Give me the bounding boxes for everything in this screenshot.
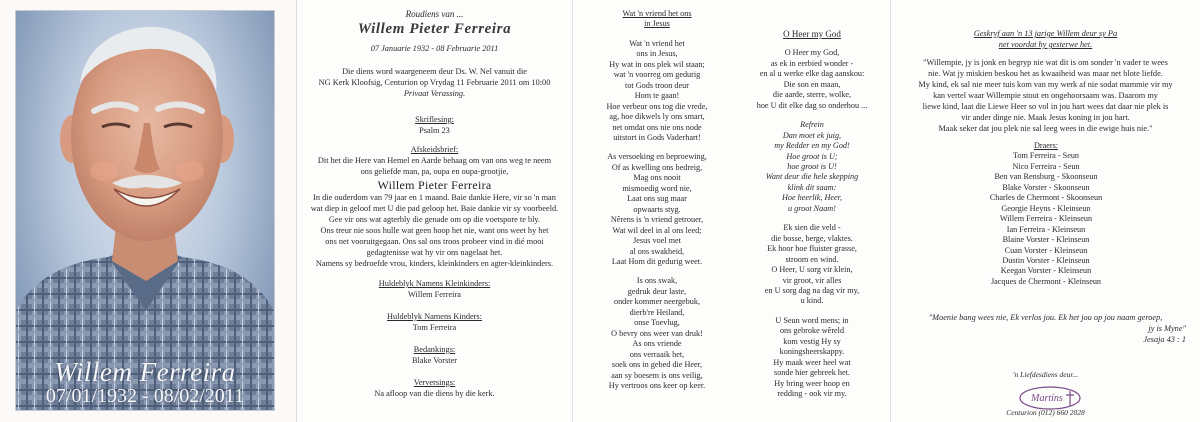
service-line: Die diens word waargeneem deur Ds. W. Nel vanuit die <box>342 67 527 76</box>
poem-refrain-line: Hoe groot is U; <box>786 151 838 161</box>
poem-line: O Heer, U sorg vir klein, <box>771 265 853 275</box>
poem-line: dierb're Heiland, <box>629 307 685 317</box>
poem-line: ons in Jesus, <box>636 49 678 59</box>
refreshments-text: Na afloop van die diens by die kerk. <box>374 389 495 398</box>
deceased-name: Willem Pieter Ferreira <box>357 21 512 37</box>
cover-dates: 07/01/1932 - 08/02/2011 <box>45 385 245 407</box>
poem-line: as ek in eerbied wonder - <box>770 58 854 68</box>
verse-reference: Jesaja 43 : 1 <box>1143 335 1186 344</box>
poem-line: U Seun word mens; in <box>775 315 849 325</box>
poem-line: Wat wil deel in al ons leed; <box>612 225 702 235</box>
cover-panel <box>0 0 296 422</box>
verse-line: jy is Myne" <box>1148 324 1186 333</box>
poem-line: Laat Hom dit gedurig weet. <box>611 256 703 266</box>
letter-line: "Willempie, jy is jonk en begryp nie wat dit is om sonder 'n vader te wees <box>923 58 1168 67</box>
portrait-photo <box>16 11 274 410</box>
hymns-panel <box>572 0 890 422</box>
scripture-text: Psalm 23 <box>419 126 450 135</box>
tribute-children: Tom Ferreira <box>412 323 457 332</box>
life-dates: 07 Januarie 1932 - 08 Februarie 2011 <box>370 44 499 53</box>
letter-line: kan vertel waar Willempie stout en ongehoorsaam was. Daarom my <box>933 91 1158 100</box>
poem-line: onse Toevlug, <box>634 318 680 328</box>
poem-line: redding - ook vir my. <box>777 389 847 399</box>
poem-refrain-line: Refrein <box>800 120 824 130</box>
poem-refrain-line: my Redder en my God! <box>774 141 850 151</box>
poem-line: As versoeking en beproewing, <box>607 152 707 162</box>
poem-line: die bosse, berge, vlaktes. <box>771 233 853 243</box>
intro-line: Roudiens van ... <box>405 9 464 19</box>
poem-line: uitstort in Gods Vaderhart! <box>613 132 701 142</box>
poem-line: As ons vriende <box>632 339 682 349</box>
farewell-name: Willem Pieter Ferreira <box>377 178 492 192</box>
poem-line: hoe U dit elke dag so onderhou ... <box>756 100 868 110</box>
letter-panel <box>890 0 1200 422</box>
poem-line: aan sy boesem is ons veilig, <box>611 370 703 380</box>
farewell-line: Namens sy bedroefde vrou, kinders, kleinkinders en agter-kleinkinders. <box>315 259 554 268</box>
portrait-illustration <box>16 11 274 410</box>
poem-line: ag, hoe dikwels ly ons smart, <box>609 112 705 122</box>
farewell-line: Dit het die Here van Hemel en Aarde behaag om van ons weg te neem <box>317 156 552 165</box>
tribute-children-heading: Huldeblyk Namens Kinders: <box>387 312 482 321</box>
letter-heading: net voordat hy gesterwe het. <box>998 40 1093 49</box>
letter-line: Maak seker dat jou plek nie sal leeg wees in die ewige huis nie." <box>938 124 1153 133</box>
poem-line: Die son en maan, <box>783 79 841 89</box>
farewell-line: Ons treur nie soos hulle wat geen hoop het nie, want ons weet hy het <box>320 226 549 235</box>
bearer-name: Dustin Vorster - Kleinseun <box>1002 255 1090 265</box>
tribute-grandchildren: Willem Ferreira <box>408 290 461 299</box>
service-line: NG Kerk Kloofsig, Centurion op Vrydag 11 Februarie 2011 om 10:00 <box>318 78 551 87</box>
poem-line: Hy wat in ons plek wil staan; <box>609 59 705 69</box>
thanks-heading: Bedankings: <box>413 345 456 354</box>
poem-title: Wat 'n vriend het ons <box>622 9 692 18</box>
contact-line: Centurion (012) 660 2028 <box>1006 408 1085 417</box>
bearer-name: Charles de Chermont - Skoonseun <box>989 193 1103 203</box>
poem-title: in Jesus <box>644 19 670 29</box>
funeral-home-logo <box>1000 385 1100 411</box>
thanks-name: Blake Vorster <box>411 356 458 365</box>
poem-line: Hy bring weer hoop en <box>774 378 850 388</box>
bearers-heading: Draers: <box>1033 141 1059 150</box>
logo-mark <box>1000 385 1100 411</box>
poem-line: Mag ons nooit <box>633 173 681 183</box>
poem-line: Hom te gaan! <box>634 91 680 101</box>
poem-line: Of as kwelling ons bedreig, <box>611 162 703 172</box>
poem-line: ons gebroke wêreld <box>779 326 845 336</box>
poem-o-heer-my-god <box>733 29 890 400</box>
letter-line: liewe kind, laat die Liewe Heer so vol in jou hart wees dat daar nie plek is <box>922 102 1169 111</box>
farewell-line: ons geliefde man, pa, oupa en oupa-grootjie, <box>360 167 509 176</box>
poem-title: O Heer my God <box>783 29 841 39</box>
bearer-name: Keegan Vorster - Kleinseun <box>1000 266 1092 276</box>
poem-line: Hy vertroos ons keer op keer. <box>608 380 706 390</box>
poem-line: en U sorg dag na dag vir my, <box>764 285 860 295</box>
bearer-name: Ben van Rensburg - Skoonseun <box>994 172 1098 182</box>
tribute-grandchildren-heading: Huldeblyk Namens Kleinkinders: <box>378 279 491 288</box>
bearer-name: Tom Ferreira - Seun <box>1012 151 1080 161</box>
farewell-line: In die ouderdom van 79 jaar en 1 maand. Baie dankie Here, vir so 'n man <box>313 193 556 202</box>
poem-line: Wat 'n vriend het <box>629 38 685 48</box>
letter-line: vir ander dinge nie. Maak Jesus koning in jou hart. <box>961 113 1130 122</box>
poem-line: Is ons swak, <box>636 276 678 286</box>
verse-line: "Moenie bang wees nie, Ek verlos jou. Ek het jou op jou naam geroep, <box>928 313 1163 322</box>
farewell-line: Gee vir ons wat agterbly die genade om op die voetspore te bly. <box>328 215 541 224</box>
poem-line: stroom en wind. <box>785 254 839 264</box>
poem-line: onder kommer neergebuk, <box>613 297 701 307</box>
poem-line: en al u werke elke dag aanskou: <box>759 69 865 79</box>
private-cremation: Privaat Verassing. <box>403 89 466 98</box>
poem-line: Laat ons sug maar <box>627 194 687 204</box>
poem-line: mismoedig word nie, <box>622 183 692 193</box>
farewell-line: ons net vooruitgegaan. Ons sal ons troos probeer vind in dié mooi <box>325 237 544 246</box>
poem-line: soek ons in gebed die Heer, <box>611 360 703 370</box>
poem-line: tot Gods troon deur <box>625 80 689 90</box>
poem-line: wat 'n voorreg om gedurig <box>613 70 701 80</box>
farewell-line: gedagtenisse wat hy vir ons nagelaat het. <box>366 248 503 257</box>
bearers-list <box>891 141 1200 287</box>
farewell-heading: Afskeidsbrief: <box>410 145 459 154</box>
poem-line: Nêrens is 'n vriend getrouer, <box>610 215 704 225</box>
bearer-name: Ian Ferreira - Kleinseun <box>1006 224 1086 234</box>
bearer-name: Blaine Vorster - Kleinseun <box>1002 235 1090 245</box>
letter-line: nie. Wat jy miskien beskou het as kwaaiheid was maar net blote liefde. <box>928 69 1163 78</box>
poem-line: gedruk deur laste, <box>627 286 687 296</box>
poem-line: koningsheerskappy. <box>779 347 845 357</box>
bearer-name: Jacques de Chermont - Kleinseun <box>990 276 1102 286</box>
poem-line: sonde hier gebreek het. <box>774 368 850 378</box>
letter-heading: Geskryf aan 'n 13 jarige Willem deur sy Pa <box>973 29 1118 38</box>
poem-line: vir groot, vir alles <box>782 275 842 285</box>
cover-name: Willem Ferreira <box>54 357 236 387</box>
letter-line: My kind, ek sal nie meer tuis kom van my werk af nie sodat mammie vir my <box>918 80 1173 89</box>
poem-line: al ons swakheid, <box>629 246 685 256</box>
poem-wat-n-vriend <box>573 9 741 391</box>
poem-line: O bevry ons weer van druk! <box>611 328 703 338</box>
poem-line: kom vestig Hy sy <box>783 336 841 346</box>
poem-line: net omdat ons nie ons node <box>612 122 702 132</box>
poem-line: O Heer my God, <box>784 48 840 58</box>
farewell-line: wat diep in geloof met U die pad geloop het. Baie dankie vir sy voorbeeld. <box>310 204 559 213</box>
poem-refrain-line: Dan moet ek juig, <box>782 130 842 140</box>
bearer-name: Cuan Vorster - Kleinseun <box>1004 245 1088 255</box>
poem-refrain-line: Want deur die hele skepping <box>765 172 859 182</box>
bearer-name: Blake Vorster - Skoonseun <box>1002 182 1090 192</box>
poem-line: Jesus voel met <box>633 236 681 246</box>
poem-line: Ek hoor hoe fluister grasse, <box>767 244 857 254</box>
poem-line: Hoe verbeur ons tog die vrede, <box>606 101 708 111</box>
bearer-name: Willem Ferreira - Kleinseun <box>999 214 1093 224</box>
program-panel <box>296 0 572 422</box>
poem-refrain-line: Hoe heerlik, Heer, <box>781 193 843 203</box>
poem-line: opwaarts styg. <box>633 204 681 214</box>
logo-text: Martins <box>1031 393 1063 404</box>
poem-refrain-line: klink dit saam: <box>787 182 837 192</box>
bearer-name: Georgie Heyns - Kleinseun <box>1001 203 1091 213</box>
poem-line: Hy maak weer heel wat <box>773 357 851 367</box>
scripture-heading: Skriflesing: <box>415 115 454 124</box>
poem-line: die aarde, sterre, wolke, <box>772 90 852 100</box>
poem-refrain-line: hoe groot is U! <box>787 161 837 171</box>
poem-refrain-line: u groot Naam! <box>788 203 836 213</box>
poem-line: u kind. <box>800 296 824 306</box>
bearer-name: Nico Ferreira - Seun <box>1012 161 1080 171</box>
poem-line: Ek sien die veld - <box>783 223 841 233</box>
service-by: 'n Liefdesdiens deur... <box>1012 370 1079 379</box>
poem-line: ons verraaik het, <box>629 349 685 359</box>
refreshments-heading: Verversings: <box>413 378 456 387</box>
